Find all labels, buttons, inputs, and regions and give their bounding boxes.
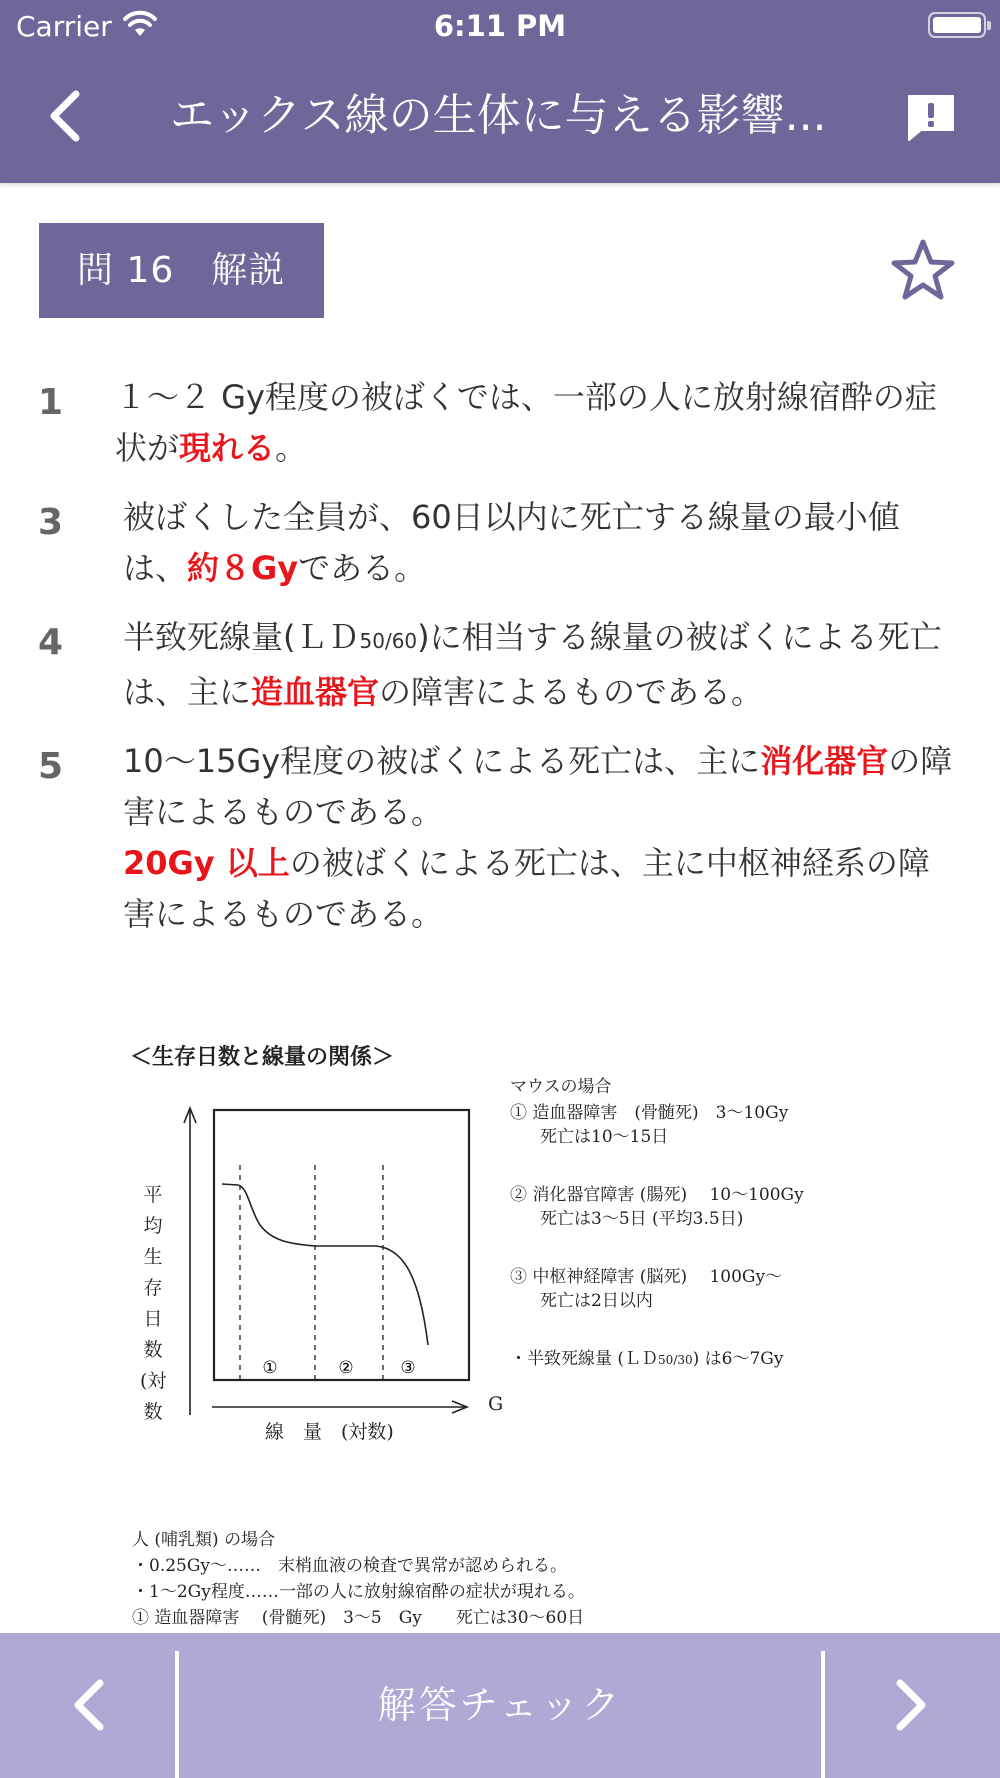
plot-frame — [214, 1110, 469, 1380]
back-chevron-icon[interactable] — [40, 86, 90, 146]
item-text — [123, 492, 958, 594]
human-heading: 人 (哺乳類) の場合 — [132, 1530, 276, 1550]
explanation-list — [0, 372, 1000, 958]
item-text — [123, 612, 958, 718]
explanation-item — [0, 492, 1000, 594]
human-line: ・0.25Gy～…… 末梢血液の検査で異常が認められる。 — [132, 1556, 568, 1576]
figure-x-label: 線 量 (対数) — [265, 1421, 394, 1443]
ld-note: ・半致死線量 (ＬＤ50/30) は6～7Gy — [510, 1349, 784, 1369]
highlight-text: 消化器官 — [760, 742, 889, 780]
item-number: 4 — [38, 622, 64, 663]
region-label-2: ② — [338, 1358, 354, 1378]
y-label-char: 均 — [143, 1215, 163, 1237]
figure-title: ＜生存日数と線量の関係＞ — [130, 1044, 395, 1070]
y-label-char: 平 — [143, 1184, 163, 1206]
mouse-entry — [510, 1265, 910, 1313]
mouse-entry — [510, 1183, 910, 1231]
item-number: 3 — [38, 502, 64, 543]
y-label-char: 数 — [143, 1401, 163, 1423]
nav-title: エックス線の生体に与える影響... — [170, 90, 827, 141]
item-text — [115, 372, 950, 474]
explanation-figure — [120, 1035, 920, 1635]
text-segment: 。 — [275, 429, 308, 467]
y-label-char: 日 — [143, 1308, 163, 1330]
mouse-notes — [510, 1075, 910, 1372]
battery-icon — [928, 12, 986, 38]
y-label-char: 存 — [143, 1277, 163, 1299]
text-segment: である。 — [298, 549, 427, 587]
status-bar — [0, 0, 1000, 50]
mouse-entry — [510, 1101, 910, 1149]
y-label-char: (対 — [140, 1370, 167, 1392]
mouse-entry-line: ① 造血器障害 (骨髄死) 3～10Gy — [510, 1103, 789, 1123]
human-line: ・1～2Gy程度……一部の人に放射線宿酔の症状が現れる。 — [132, 1582, 585, 1602]
answer-check-button[interactable]: 解答チェック — [377, 1683, 623, 1727]
human-notes — [132, 1527, 912, 1631]
x-axis-unit: G — [488, 1393, 504, 1415]
explanation-item — [0, 372, 1000, 474]
mouse-heading: マウスの場合 — [510, 1077, 612, 1097]
mouse-entry-line: ② 消化器官障害 (腸死) 10～100Gy — [510, 1185, 804, 1205]
human-line: ① 造血器障害 (骨髄死) 3～5 Gy 死亡は30～60日 — [132, 1608, 585, 1628]
top-bar — [0, 0, 1000, 183]
mouse-entry-line: 死亡は2日以内 — [540, 1291, 653, 1311]
mouse-entry-line: 死亡は3～5日 (平均3.5日) — [540, 1209, 744, 1229]
text-segment: １～２ Gy程度の被ばくでは、一部の人に放射線宿酔の症状が — [115, 378, 937, 467]
survival-curve — [222, 1184, 428, 1345]
text-segment: の障害によるものである。 — [123, 742, 953, 831]
mouse-entry-line: ③ 中枢神経障害 (脳死) 100Gy～ — [510, 1267, 783, 1287]
report-icon[interactable] — [905, 92, 957, 142]
item-number: 5 — [38, 746, 64, 787]
star-outline-icon[interactable] — [890, 238, 956, 302]
text-segment: 10～15Gy程度の被ばくによる死亡は、主に — [123, 742, 761, 780]
text-segment: )に相当する線量の被ばくによる死亡は、主に — [123, 618, 942, 711]
bottom-toolbar — [0, 1633, 1000, 1778]
clock: 6:11 PM — [433, 9, 567, 43]
mouse-entry-line: 死亡は10～15日 — [540, 1127, 669, 1147]
text-segment: の障害によるものである。 — [379, 673, 764, 711]
next-chevron-icon[interactable] — [825, 1633, 1000, 1778]
y-label-char: 生 — [143, 1246, 163, 1268]
explanation-item — [0, 612, 1000, 718]
text-segment: 半致死線量(ＬＤ — [123, 618, 360, 656]
text-segment: の被ばくによる死亡は、主に中枢神経系の障害によるものである。 — [123, 844, 930, 933]
highlight-text: 造血器官 — [251, 673, 380, 711]
text-segment: 被ばくした全員が、60日以内に死亡する線量の最小値は、 — [123, 498, 900, 587]
highlight-text: 20Gy 以上 — [123, 844, 290, 882]
explanation-item — [0, 736, 1000, 940]
item-number: 1 — [38, 382, 64, 423]
text-segment: 50/60 — [359, 629, 418, 653]
prev-chevron-icon[interactable] — [0, 1633, 175, 1778]
carrier-label: Carrier — [16, 10, 112, 43]
item-text — [123, 736, 958, 940]
question-label: 問 16 解説 — [39, 223, 324, 318]
y-label-char: 数 — [143, 1339, 163, 1361]
highlight-text: 現れる — [179, 429, 276, 467]
highlight-text: 約８Gy — [187, 549, 299, 587]
region-label-1: ① — [262, 1358, 278, 1378]
region-label-3: ③ — [400, 1358, 416, 1378]
